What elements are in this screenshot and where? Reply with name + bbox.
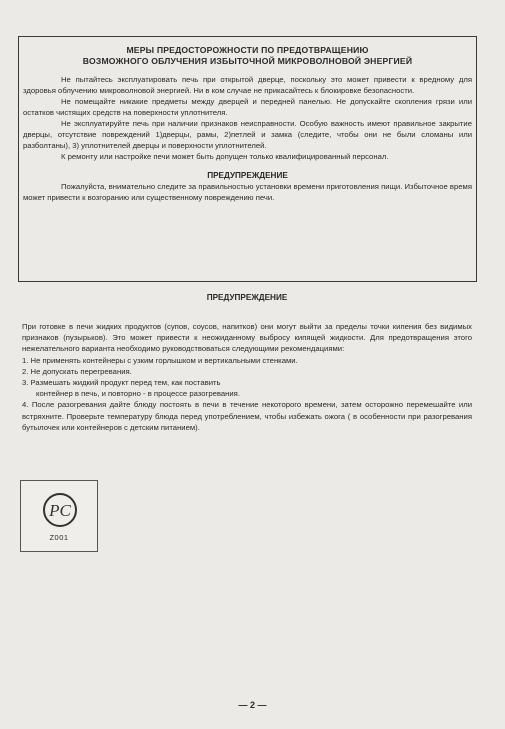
recommendation-item-3 [22,377,472,399]
certification-code: Z001 [49,533,69,542]
safety-paragraph-1: Не пытайтесь эксплуатировать печь при открытой дверце, поскольку это может привести к вредному для здоровья облучению микроволновой энергией. Ни в ком случае не прикасайтесь к блокировке безопасности. [23,75,472,95]
recommendation-item-4: 4. После разогревания дайте блюду постоять в печи в течение некоторого времени, затем осторожно перемешайте или встряхните. Проверьте температуру блюда перед употреблением, чтобы избежать ожога ( в особенности при разогревания бутылочек или контейнеров с детским питанием). [22,400,472,432]
box-warning-title: ПРЕДУПРЕЖДЕНИЕ [207,171,288,180]
box-warning-text: Пожалуйста, внимательно следите за правильностью установки времени приготовления пищи. Избыточное время может привести к возгоранию или существенному повреждению печи. [23,182,472,202]
microwave-safety-box [18,36,477,282]
safety-title-line1: МЕРЫ ПРЕДОСТОРОЖНОСТИ ПО ПРЕДОТВРАЩЕНИЮ [126,45,369,55]
safety-paragraph-2: Не помещайте никакие предметы между дверцей и передней панелью. Не допускайте скопления грязи или остатков чистящих средств на поверхности уплотнителя. [23,97,472,117]
liquid-warning-title: ПРЕДУПРЕЖДЕНИЕ [206,293,288,302]
recommendation-item-2: 2. Не допускать перегревания. [22,366,132,376]
safety-title-line2: ВОЗМОЖНОГО ОБЛУЧЕНИЯ ИЗБЫТОЧНОЙ МИКРОВОЛНОВОЙ ЭНЕРГИЕЙ [82,56,413,66]
liquid-warning-intro: При готовке в печи жидких продуктов (супов, соусов, напитков) они могут выйти за пределы точки кипения без видимых признаков (пузырьков). Это может привести к неожиданному выбросу кипящей жидкости. Для предотвращения этого нежелательного варианта необходимо руководствоваться следующими рекомендациями: [22,322,472,354]
recommendations-list [22,355,472,433]
safety-paragraph-4: К ремонту или настройке печи может быть допущен только квалифицированный персонал. [61,152,389,161]
safety-paragraph-3: Не эксплуатируйте печь при наличии признаков неисправности. Особую важность имеют правильное закрытие дверцы, отсутствие повреждений 1)дверцы, рамы, 2)петлей и замка (следите, чтобы они не были сломаны или разболтаны), 3) уплотнителей дверцы и поверхности уплотнителей. [23,119,472,150]
recommendation-item-1: 1. Не применять контейнеры с узким горлышком и вертикальными стенками. [22,355,298,365]
page-number: — 2 — [238,700,267,710]
liquid-warning-section [22,292,472,433]
recommendation-item-3-line1: 3. Размешать жидкий продукт перед тем, как поставить [22,378,221,388]
certification-mark-box [20,480,98,552]
certification-mark-icon [37,491,83,529]
safety-title [23,45,472,67]
recommendation-item-3-line2: контейнер в печь, и повторно - в процессе разогревания. [36,389,240,399]
certification-mark-text: PC [49,501,71,520]
